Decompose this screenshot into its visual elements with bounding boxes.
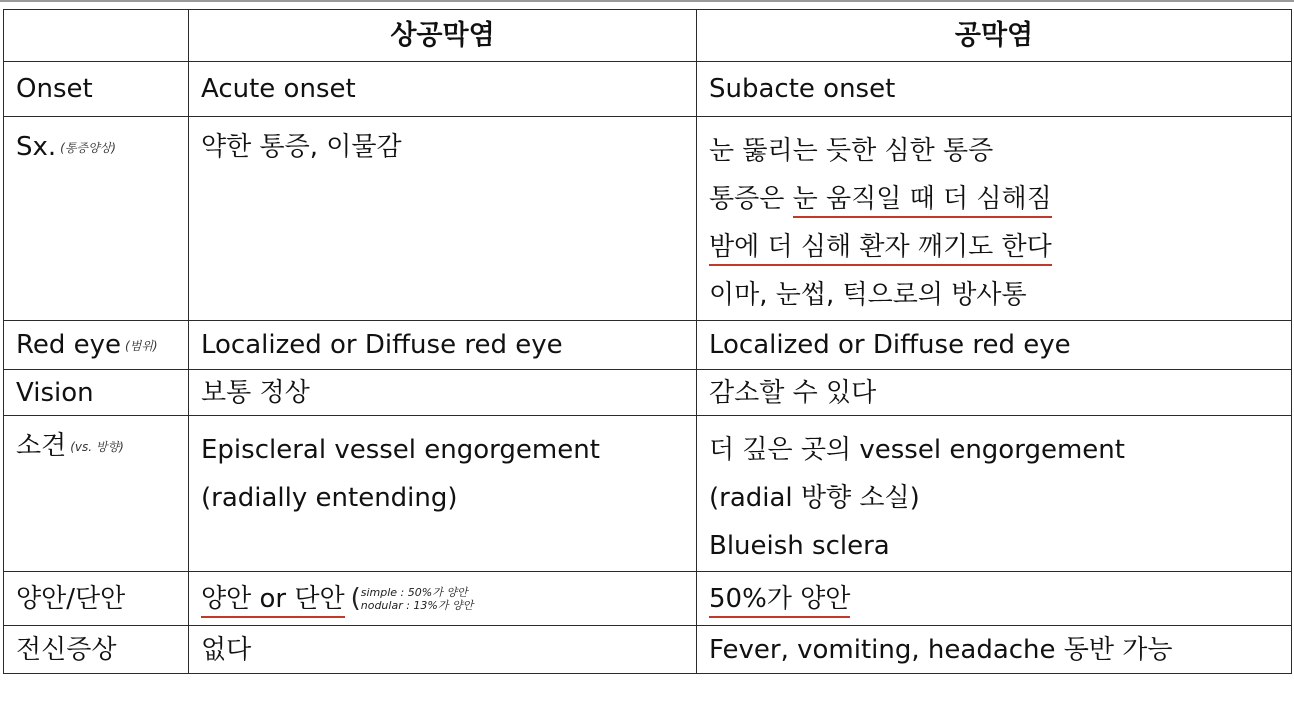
cell-scleritis: 더 깊은 곳의 vessel engorgement (radial 방향 소실) Blueish sclera [697, 416, 1292, 572]
header-blank-cell [4, 10, 189, 62]
header-scleritis: 공막염 [697, 10, 1292, 62]
cell-scleritis [697, 117, 1292, 321]
table-row [4, 62, 1292, 117]
row-header-onset: Onset [4, 62, 189, 117]
cell-scleritis: 감소할 수 있다 [697, 370, 1292, 416]
text-line [709, 223, 1291, 271]
row-header-findings: 소견 (vs. 방향) [4, 416, 189, 572]
header-episcleritis: 상공막염 [189, 10, 697, 62]
cell-episcleritis: Localized or Diffuse red eye [189, 321, 697, 370]
cell-scleritis: Subacte onset [697, 62, 1292, 117]
cell-episcleritis: Episcleral vessel engorgement (radially entending) [189, 416, 697, 572]
table-row [4, 572, 1292, 626]
comparison-table [3, 9, 1292, 674]
row-header-vision: Vision [4, 370, 189, 416]
table-row [4, 117, 1292, 321]
cell-episcleritis: 약한 통증, 이물감 [189, 117, 697, 321]
cell-episcleritis [189, 572, 697, 626]
text-line: 통증은 눈 움직일 때 더 심해짐 [709, 175, 1291, 223]
cell-episcleritis: 보통 정상 [189, 370, 697, 416]
row-header-sx: Sx. (통증양상) [4, 117, 189, 321]
table-row [4, 321, 1292, 370]
row-header-laterality: 양안/단안 [4, 572, 189, 626]
cell-episcleritis: 없다 [189, 626, 697, 674]
row-header-systemic: 전신증상 [4, 626, 189, 674]
red-underline: 양안 or 단안 [201, 584, 345, 618]
table-row [4, 626, 1292, 674]
text-line: 눈 뚫리는 듯한 심한 통증 [709, 136, 994, 166]
cell-scleritis [697, 572, 1292, 626]
red-underline: 밤에 더 심해 환자 깨기도 한다 [709, 232, 1052, 266]
scan-top-edge [0, 0, 1294, 2]
table-row [4, 416, 1292, 572]
cell-scleritis: Fever, vomiting, headache 동반 가능 [697, 626, 1292, 674]
cell-episcleritis: Acute onset [189, 62, 697, 117]
text-line: 이마, 눈썹, 턱으로의 방사통 [709, 280, 1027, 310]
cell-scleritis: Localized or Diffuse red eye [697, 321, 1292, 370]
table-row [4, 370, 1292, 416]
handwritten-note: ( simple : 50%가 양안 nodular : 13%가 양안 [350, 583, 474, 614]
header-row [4, 10, 1292, 62]
red-underline: 50%가 양안 [709, 584, 850, 618]
row-header-red-eye: Red eye (범위) [4, 321, 189, 370]
red-underline: 눈 움직일 때 더 심해짐 [793, 184, 1052, 218]
